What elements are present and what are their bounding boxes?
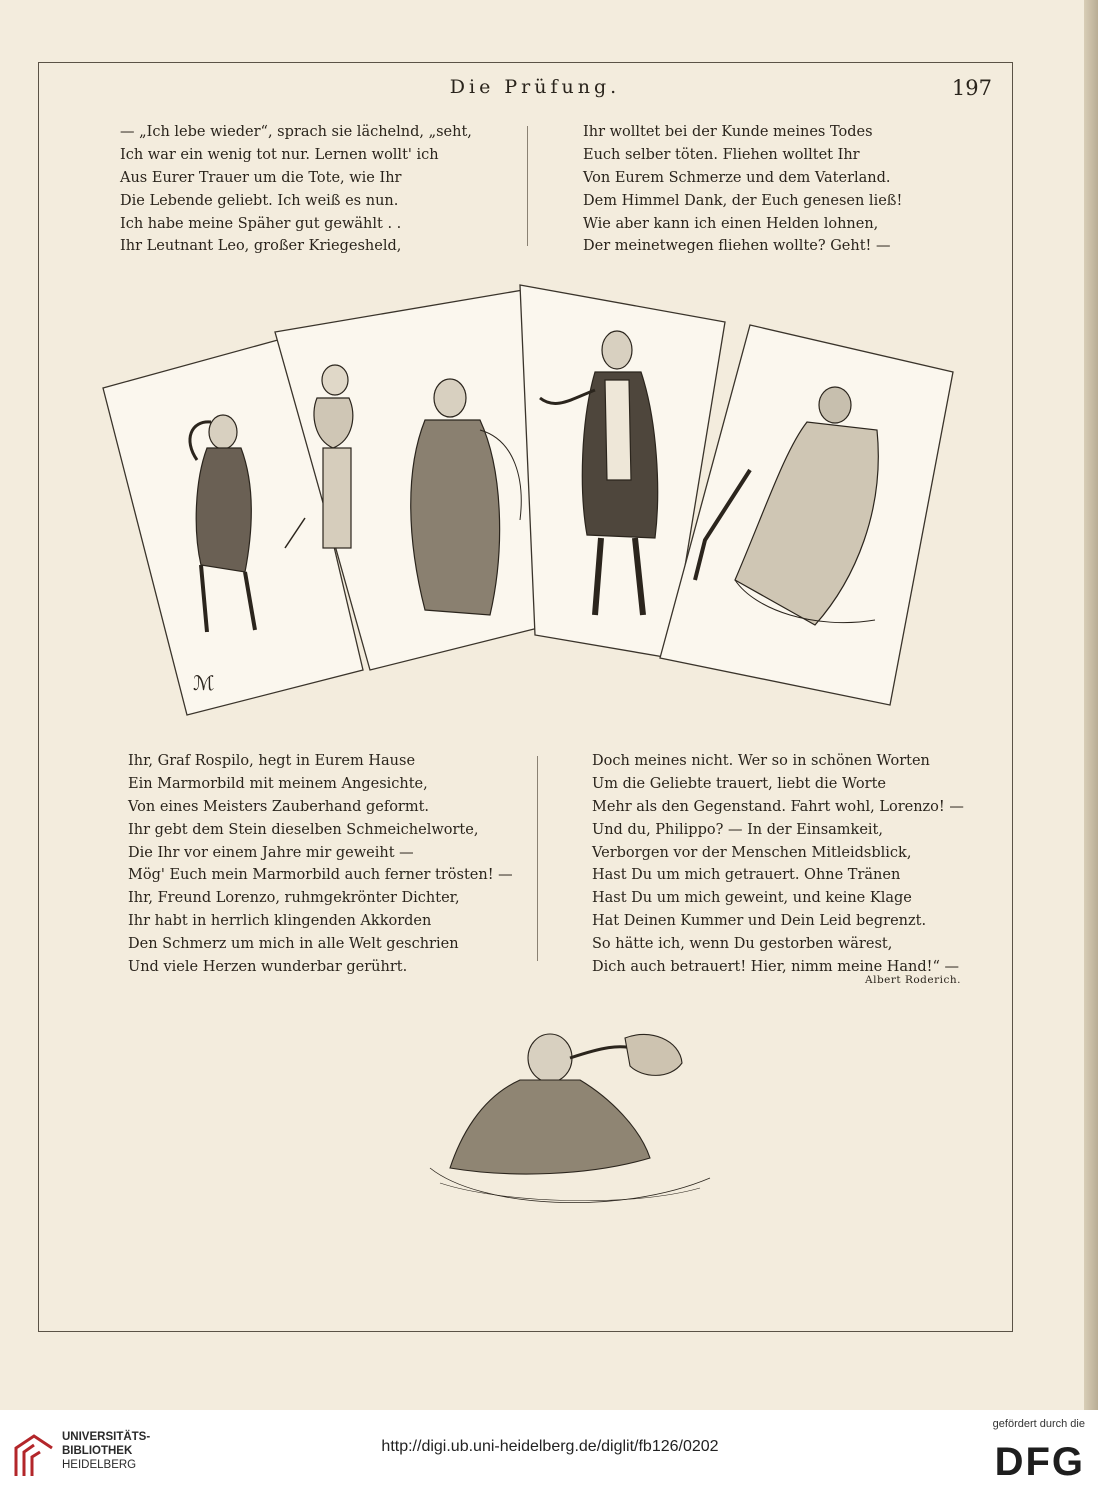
library-name-line: UNIVERSITÄTS- — [62, 1431, 151, 1443]
running-title: Die Prüfung. — [449, 76, 621, 98]
library-name-line: BIBLIOTHEK — [62, 1445, 133, 1457]
column-rule — [537, 756, 538, 961]
book-binding-edge — [1084, 0, 1098, 1410]
artist-monogram: ℳ — [193, 671, 215, 695]
dfg-logo: DFG — [994, 1440, 1085, 1484]
verse-line: Und du, Philippo? — In der Einsamkeit, — [592, 821, 883, 838]
verse-line: So hätte ich, wenn Du gestorben wärest, — [592, 936, 893, 953]
poem-top-right-column — [583, 121, 902, 258]
verse-line: Aus Eurer Trauer um die Tote, wie Ihr — [120, 169, 402, 186]
poem-bottom-left-column — [128, 750, 513, 979]
verse-line: Der meinetwegen fliehen wollte? Geht! — — [583, 238, 891, 255]
verse-line: Von Eurem Schmerze und dem Vaterland. — [583, 169, 891, 186]
verse-line: Ihr habt in herrlich klingenden Akkorden — [128, 913, 432, 930]
verse-line: Hast Du um mich geweint, und keine Klage — [592, 890, 912, 907]
verse-line: Doch meines nicht. Wer so in schönen Worten — [592, 753, 930, 769]
author-signature: Albert Roderich. — [865, 974, 961, 986]
verse-line: Verborgen vor der Menschen Mitleidsblick, — [592, 844, 912, 861]
verse-line: Mög' Euch mein Marmorbild auch ferner trösten! — — [128, 867, 513, 884]
verse-line: Ich war ein wenig tot nur. Lernen wollt' ich — [120, 146, 439, 163]
verse-line: Mehr als den Gegenstand. Fahrt wohl, Lorenzo! — — [592, 798, 964, 815]
verse-line: Ein Marmorbild mit meinem Angesichte, — [128, 775, 428, 792]
poem-bottom-right-column — [592, 750, 964, 979]
verse-line: Ihr, Graf Rospilo, hegt in Eurem Hause — [128, 753, 416, 769]
verse-line: Ihr, Freund Lorenzo, ruhmgekrönter Dichter, — [128, 890, 460, 907]
permalink-url[interactable]: http://digi.ub.uni-heidelberg.de/diglit/fb126/0202 — [381, 1438, 719, 1455]
verse-line: Von eines Meisters Zauberhand geformt. — [128, 798, 430, 815]
verse-line: Ich habe meine Späher gut gewählt . . — [120, 215, 402, 232]
poem-top-left-column — [120, 121, 472, 258]
verse-line: Dich auch betrauert! Hier, nimm meine Hand!“ — — [592, 959, 960, 976]
verse-line: Hat Deinen Kummer und Dein Leid begrenzt. — [592, 913, 927, 930]
library-name — [62, 1430, 242, 1472]
verse-line: Den Schmerz um mich in alle Welt geschrien — [128, 936, 459, 953]
verse-line: Dem Himmel Dank, der Euch genesen ließ! — [583, 192, 903, 209]
verse-line: Euch selber töten. Fliehen wolltet Ihr — [583, 146, 860, 163]
verse-line: Und viele Herzen wunderbar gerührt. — [128, 959, 408, 976]
digitization-footer — [0, 1410, 1098, 1496]
engraving-illustration — [95, 280, 970, 725]
vignette-illustration — [420, 1018, 720, 1218]
illustration-figure-cards — [95, 280, 970, 725]
vignette-engraving — [420, 1018, 720, 1218]
verse-line: Die Lebende geliebt. Ich weiß es nun. — [120, 192, 399, 209]
library-logo-icon — [12, 1430, 56, 1480]
verse-line: — „Ich lebe wieder“, sprach sie lächelnd, „seht, — [120, 124, 472, 140]
verse-line: Hast Du um mich getrauert. Ohne Tränen — [592, 867, 901, 884]
verse-line: Ihr Leutnant Leo, großer Kriegesheld, — [120, 238, 402, 255]
verse-line: Ihr gebt dem Stein dieselben Schmeichelworte, — [128, 821, 479, 838]
verse-line: Ihr wolltet bei der Kunde meines Todes — [583, 124, 873, 140]
page-number: 197 — [951, 76, 992, 100]
page-header — [0, 76, 1098, 104]
funding-note: gefördert durch die — [992, 1418, 1085, 1430]
verse-line: Wie aber kann ich einen Helden lohnen, — [583, 215, 879, 232]
column-rule — [527, 126, 528, 246]
verse-line: Die Ihr vor einem Jahre mir geweiht — — [128, 844, 414, 861]
library-name-line: HEIDELBERG — [62, 1459, 137, 1471]
verse-line: Um die Geliebte trauert, liebt die Worte — [592, 775, 886, 792]
